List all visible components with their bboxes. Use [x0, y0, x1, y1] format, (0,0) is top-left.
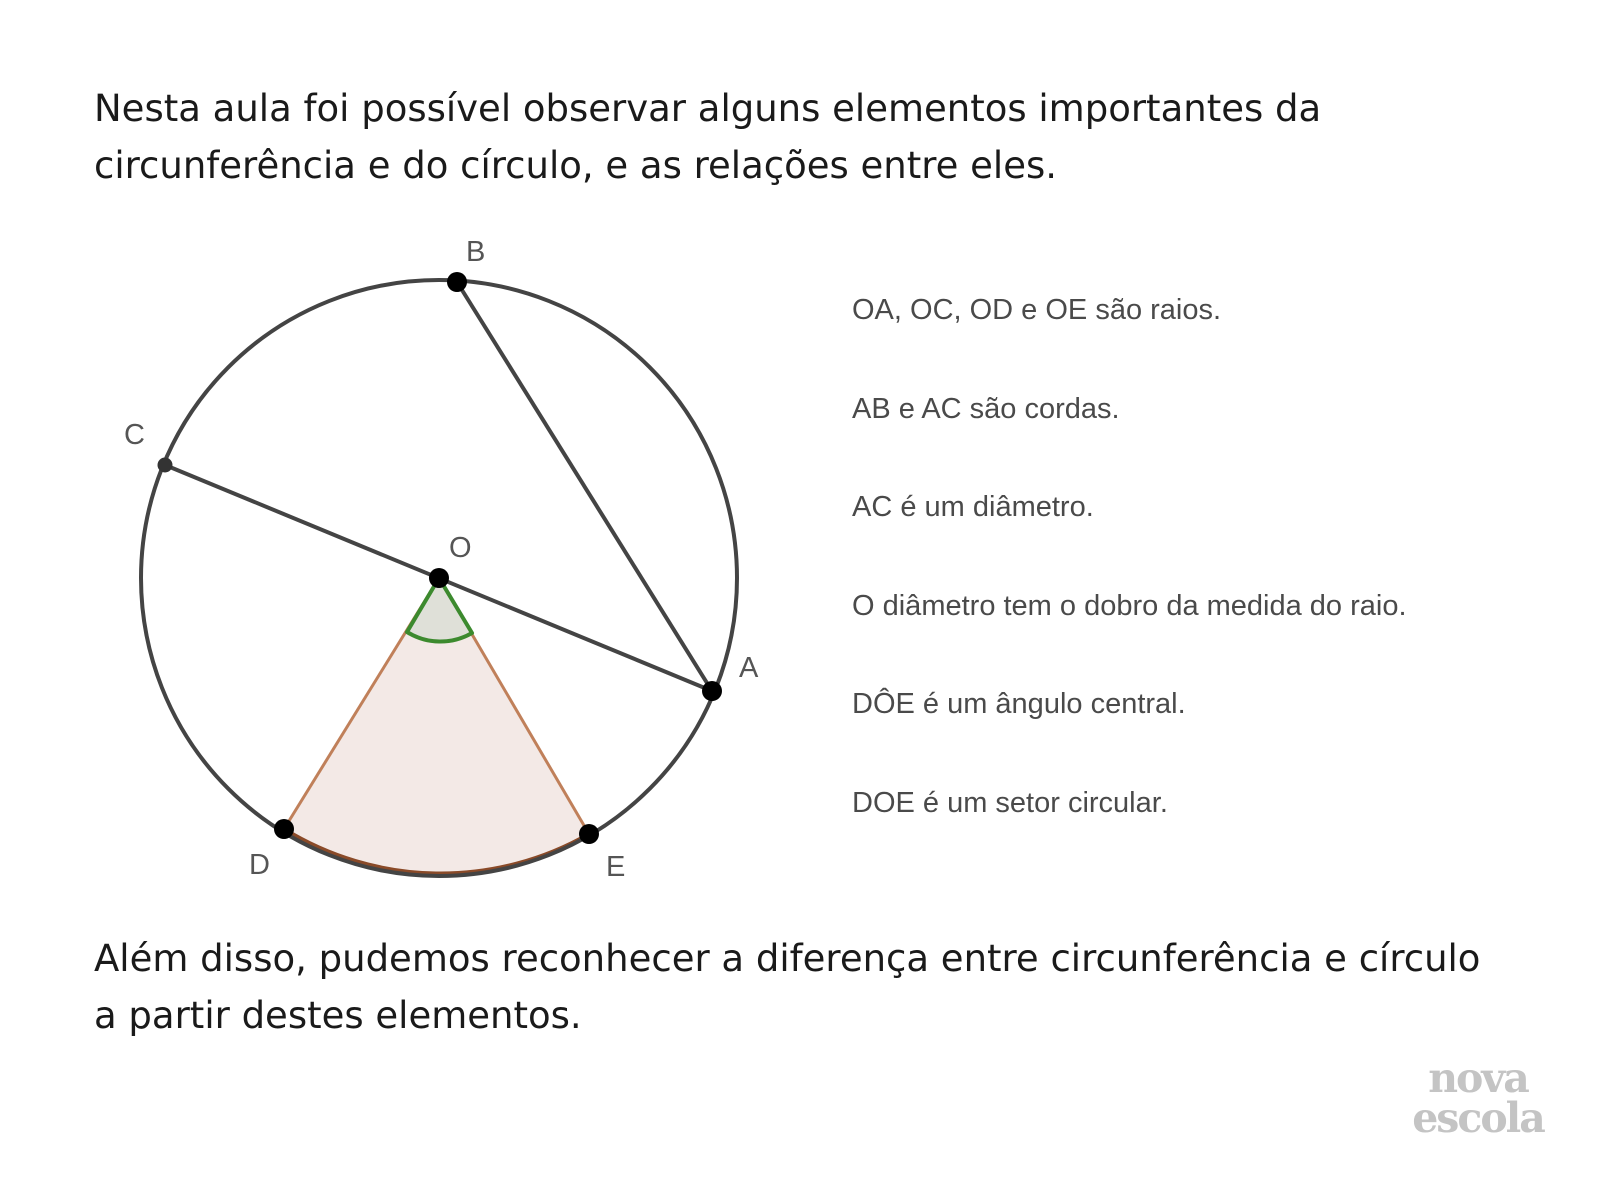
label-c: C — [124, 419, 145, 451]
logo-line-1: nova — [1428, 1054, 1528, 1102]
statement-diameter-double: O diâmetro tem o dobro da medida do raio. — [852, 589, 1407, 622]
label-b: B — [466, 236, 486, 268]
point-c — [158, 458, 173, 473]
logo-line-2: escola — [1412, 1094, 1544, 1142]
statement-diameter: AC é um diâmetro. — [852, 491, 1094, 523]
statement-central-angle: DÔE é um ângulo central. — [852, 688, 1186, 720]
intro-line-2: circunferência e do círculo, e as relações entre eles. — [94, 144, 1058, 187]
outro-paragraph — [94, 930, 1534, 1044]
statement-chords: AB e AC são cordas. — [852, 392, 1120, 425]
intro-line-1: Nesta aula foi possível observar alguns elementos importantes da — [94, 87, 1322, 130]
label-d: D — [249, 849, 270, 881]
label-o: O — [449, 532, 472, 564]
outro-line-1: Além disso, pudemos reconhecer a diferença entre circunferência e círculo — [94, 937, 1481, 980]
chord-ab — [457, 282, 712, 691]
point-b — [447, 272, 467, 292]
point-a — [702, 681, 722, 701]
point-o — [429, 568, 449, 588]
outro-line-2: a partir destes elementos. — [94, 994, 582, 1037]
point-d — [274, 819, 294, 839]
nova-escola-logo — [1398, 1054, 1558, 1142]
statement-sector: DOE é um setor circular. — [852, 786, 1168, 819]
label-a: A — [739, 652, 759, 684]
statements-list — [852, 290, 1407, 881]
label-e: E — [606, 851, 626, 883]
statement-radii: OA, OC, OD e OE são raios. — [852, 294, 1222, 326]
point-e — [579, 824, 599, 844]
